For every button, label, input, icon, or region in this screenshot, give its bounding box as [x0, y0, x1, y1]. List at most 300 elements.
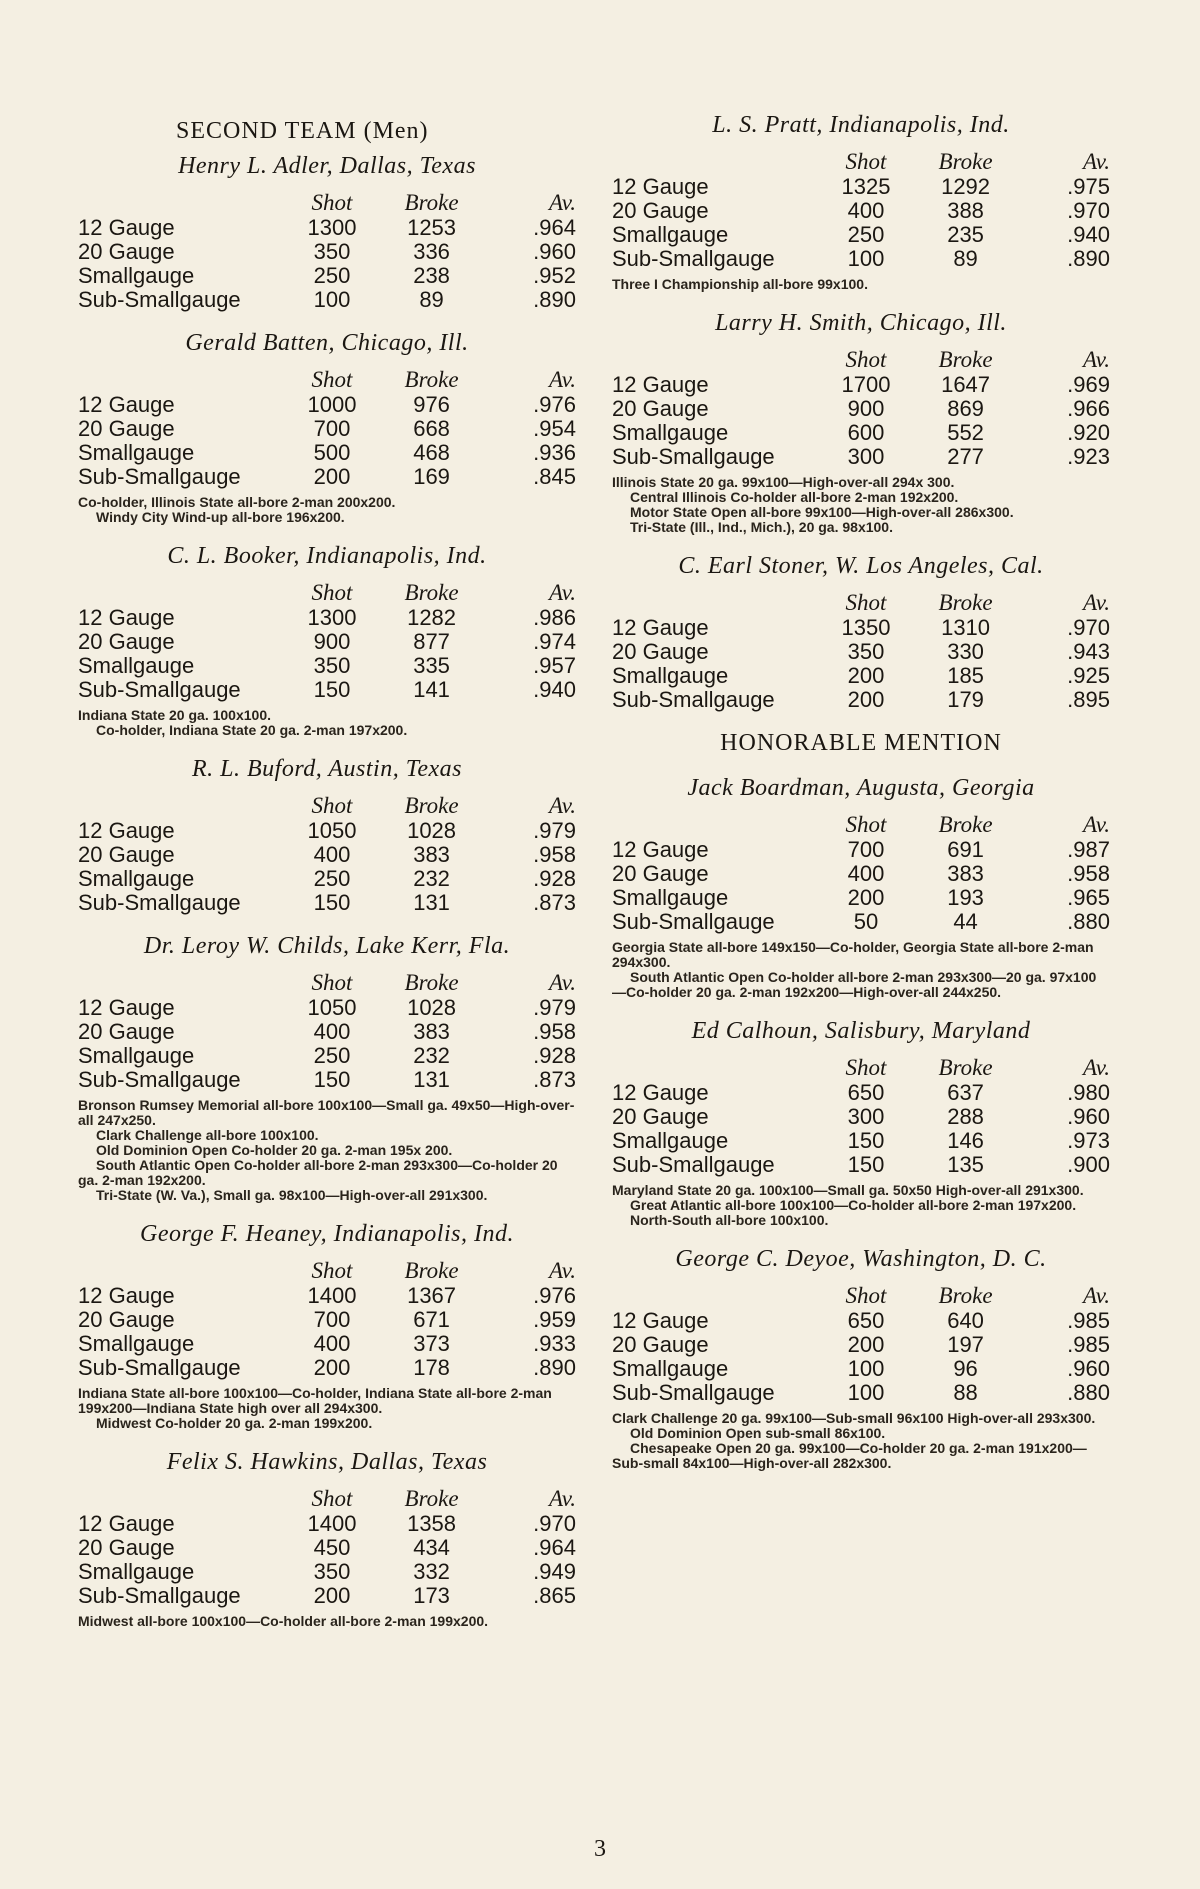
shot-value: 100	[847, 1380, 885, 1405]
average-column-header: Av.	[1082, 347, 1110, 372]
achievement-note: North-South all-bore 100x100.	[630, 1212, 829, 1228]
shot-value: 900	[847, 396, 885, 421]
broke-value: 640	[947, 1308, 984, 1333]
broke-value: 44	[953, 909, 978, 934]
gauge-label: Sub-Smallgauge	[78, 287, 241, 312]
shooter-name: Gerald Batten, Chicago, Ill.	[185, 330, 469, 356]
average-value: .986	[533, 605, 576, 630]
shooter-name: George F. Heaney, Indianapolis, Ind.	[140, 1221, 514, 1247]
score-row	[78, 393, 576, 417]
average-value: .925	[1067, 663, 1110, 688]
broke-value: 173	[413, 1583, 450, 1608]
broke-value: 1253	[407, 215, 457, 240]
broke-column-header: Broke	[938, 1055, 993, 1080]
average-column-header: Av.	[548, 970, 576, 995]
average-column-header: Av.	[548, 1486, 576, 1511]
average-value: .895	[1067, 687, 1110, 712]
achievement-notes	[612, 1183, 1110, 1228]
broke-value: 1028	[407, 818, 457, 843]
gauge-label: 12 Gauge	[78, 392, 175, 417]
shooter-name: Henry L. Adler, Dallas, Texas	[178, 153, 476, 179]
shot-value: 100	[847, 1356, 885, 1381]
score-row	[612, 664, 1110, 688]
achievement-note: Tri-State (W. Va.), Small ga. 98x100—High-over-all 291x300.	[96, 1187, 488, 1203]
gauge-label: Smallgauge	[78, 263, 195, 288]
gauge-label: Sub-Smallgauge	[612, 444, 775, 469]
achievement-note: Co-holder, Indiana State 20 ga. 2-man 197x200.	[96, 722, 408, 738]
average-column-header: Av.	[548, 1258, 576, 1283]
score-row	[78, 1356, 576, 1380]
gauge-label: 20 Gauge	[78, 239, 175, 264]
shot-column-header: Shot	[845, 812, 887, 837]
average-value: .923	[1067, 444, 1110, 469]
shot-value: 450	[313, 1535, 351, 1560]
shooter-block	[78, 1221, 576, 1431]
broke-column-header: Broke	[938, 1283, 993, 1308]
gauge-label: 20 Gauge	[78, 842, 175, 867]
gauge-label: 12 Gauge	[612, 1080, 709, 1105]
broke-column-header: Broke	[404, 1258, 459, 1283]
average-value: .928	[533, 1043, 576, 1068]
shot-column-header: Shot	[311, 190, 353, 215]
gauge-label: 12 Gauge	[78, 1283, 175, 1308]
average-column-header: Av.	[548, 793, 576, 818]
broke-value: 877	[413, 629, 450, 654]
header-spacer	[78, 966, 282, 996]
average-value: .976	[533, 1283, 576, 1308]
average-column-header: Av.	[1082, 1283, 1110, 1308]
broke-value: 1358	[407, 1511, 457, 1536]
achievement-notes	[78, 708, 576, 738]
broke-value: 179	[947, 687, 984, 712]
shot-value: 400	[847, 198, 885, 223]
achievement-note: Clark Challenge 20 ga. 99x100—Sub-small 96x100 High-over-all 293x300.	[612, 1410, 1096, 1426]
shooter-block	[78, 153, 576, 312]
score-row	[612, 445, 1110, 469]
broke-value: 169	[413, 464, 450, 489]
gauge-label: 20 Gauge	[612, 861, 709, 886]
score-header-row	[612, 1051, 1110, 1081]
gauge-label: 12 Gauge	[78, 215, 175, 240]
gauge-label: Sub-Smallgauge	[612, 687, 775, 712]
score-row	[612, 1105, 1110, 1129]
gauge-label: Sub-Smallgauge	[612, 909, 775, 934]
shooter-block	[78, 543, 576, 738]
achievement-notes	[78, 1386, 576, 1431]
average-value: .890	[533, 287, 576, 312]
shot-value: 150	[313, 677, 351, 702]
header-spacer	[612, 808, 816, 838]
average-column-header: Av.	[1082, 149, 1110, 174]
gauge-label: Sub-Smallgauge	[78, 464, 241, 489]
shooter-name: R. L. Buford, Austin, Texas	[192, 756, 462, 782]
shot-value: 200	[847, 687, 885, 712]
shooter-block	[612, 1246, 1110, 1471]
achievement-notes	[612, 1411, 1110, 1471]
broke-value: 336	[413, 239, 450, 264]
gauge-label: 12 Gauge	[612, 1308, 709, 1333]
average-value: .890	[1067, 246, 1110, 271]
achievement-note: Motor State Open all-bore 99x100—High-over-all 286x300.	[630, 504, 1014, 520]
header-spacer	[78, 576, 282, 606]
average-value: .960	[533, 239, 576, 264]
gauge-label: 20 Gauge	[612, 1104, 709, 1129]
score-table	[78, 576, 576, 702]
gauge-label: 12 Gauge	[612, 372, 709, 397]
header-spacer	[78, 1254, 282, 1284]
score-table	[612, 145, 1110, 271]
gauge-label: Smallgauge	[78, 440, 195, 465]
section-title-second-team: SECOND TEAM (Men)	[176, 118, 429, 144]
shot-value: 100	[847, 246, 885, 271]
shooter-name: Larry H. Smith, Chicago, Ill.	[715, 310, 1007, 336]
average-column-header: Av.	[1082, 590, 1110, 615]
shot-value: 400	[313, 1331, 351, 1356]
broke-value: 1292	[941, 174, 991, 199]
gauge-label: Smallgauge	[612, 663, 729, 688]
average-value: .933	[533, 1331, 576, 1356]
score-table	[612, 586, 1110, 712]
average-value: .976	[533, 392, 576, 417]
average-value: .970	[1067, 198, 1110, 223]
broke-value: 238	[413, 263, 450, 288]
shot-column-header: Shot	[311, 580, 353, 605]
gauge-label: Sub-Smallgauge	[78, 1583, 241, 1608]
left-column	[78, 112, 576, 1647]
broke-value: 869	[947, 396, 984, 421]
score-row	[612, 1333, 1110, 1357]
score-row	[78, 1020, 576, 1044]
broke-value: 135	[947, 1152, 984, 1177]
shot-value: 400	[313, 842, 351, 867]
shot-value: 250	[313, 263, 351, 288]
average-value: .957	[533, 653, 576, 678]
score-header-row	[78, 576, 576, 606]
score-row	[78, 264, 576, 288]
gauge-label: 20 Gauge	[78, 1019, 175, 1044]
score-row	[612, 397, 1110, 421]
shooter-name: C. L. Booker, Indianapolis, Ind.	[167, 543, 487, 569]
average-value: .943	[1067, 639, 1110, 664]
achievement-notes	[612, 940, 1110, 1000]
gauge-label: 12 Gauge	[612, 837, 709, 862]
broke-value: 232	[413, 866, 450, 891]
average-value: .959	[533, 1307, 576, 1332]
achievement-note: Midwest Co-holder 20 ga. 2-man 199x200.	[96, 1415, 373, 1431]
shot-value: 650	[847, 1080, 885, 1105]
broke-value: 668	[413, 416, 450, 441]
shot-column-header: Shot	[311, 970, 353, 995]
score-table	[78, 966, 576, 1092]
gauge-label: Smallgauge	[78, 1043, 195, 1068]
average-value: .958	[1067, 861, 1110, 886]
average-value: .900	[1067, 1152, 1110, 1177]
score-row	[612, 1309, 1110, 1333]
shot-value: 200	[847, 663, 885, 688]
achievement-notes	[612, 475, 1110, 535]
gauge-label: Smallgauge	[78, 866, 195, 891]
score-row	[612, 421, 1110, 445]
shot-value: 350	[847, 639, 885, 664]
score-table	[612, 1051, 1110, 1177]
broke-value: 383	[947, 861, 984, 886]
broke-value: 197	[947, 1332, 984, 1357]
shot-value: 400	[847, 861, 885, 886]
score-row	[612, 199, 1110, 223]
gauge-label: Sub-Smallgauge	[612, 246, 775, 271]
score-row	[78, 678, 576, 702]
shot-column-header: Shot	[845, 1055, 887, 1080]
shot-value: 1000	[307, 392, 357, 417]
broke-value: 373	[413, 1331, 450, 1356]
shot-value: 200	[313, 1583, 351, 1608]
average-value: .954	[533, 416, 576, 441]
shot-value: 500	[313, 440, 351, 465]
score-row	[612, 1153, 1110, 1177]
shot-value: 350	[313, 239, 351, 264]
header-spacer	[612, 1279, 816, 1309]
shot-value: 250	[313, 866, 351, 891]
header-spacer	[612, 1051, 816, 1081]
shooter-name: George C. Deyoe, Washington, D. C.	[675, 1246, 1047, 1272]
gauge-label: Sub-Smallgauge	[78, 1067, 241, 1092]
shooter-name: Ed Calhoun, Salisbury, Maryland	[691, 1018, 1031, 1044]
gauge-label: 20 Gauge	[612, 1332, 709, 1357]
average-value: .966	[1067, 396, 1110, 421]
achievement-note: Old Dominion Open sub-small 86x100.	[630, 1425, 886, 1441]
score-table	[612, 1279, 1110, 1405]
average-value: .979	[533, 818, 576, 843]
broke-value: 89	[953, 246, 978, 271]
average-value: .987	[1067, 837, 1110, 862]
score-row	[78, 1044, 576, 1068]
shot-column-header: Shot	[845, 149, 887, 174]
score-table	[612, 808, 1110, 934]
broke-value: 193	[947, 885, 984, 910]
shooter-name: C. Earl Stoner, W. Los Angeles, Cal.	[678, 553, 1044, 579]
score-header-row	[612, 343, 1110, 373]
header-spacer	[612, 586, 816, 616]
broke-value: 277	[947, 444, 984, 469]
gauge-label: Smallgauge	[612, 1356, 729, 1381]
shot-value: 200	[313, 464, 351, 489]
score-row	[612, 862, 1110, 886]
broke-value: 235	[947, 222, 984, 247]
shot-value: 1325	[841, 174, 891, 199]
gauge-label: Sub-Smallgauge	[78, 677, 241, 702]
score-table	[78, 186, 576, 312]
average-value: .974	[533, 629, 576, 654]
achievement-note: Chesapeake Open 20 ga. 99x100—Co-holder 20 ga. 2-man 191x200—Sub-small 84x100—High-over-all 282x300.	[612, 1440, 1087, 1471]
broke-value: 552	[947, 420, 984, 445]
score-row	[78, 654, 576, 678]
gauge-label: 20 Gauge	[78, 1307, 175, 1332]
score-row	[78, 1560, 576, 1584]
broke-value: 976	[413, 392, 450, 417]
broke-value: 383	[413, 1019, 450, 1044]
shot-value: 400	[313, 1019, 351, 1044]
average-value: .970	[533, 1511, 576, 1536]
shot-value: 700	[313, 416, 351, 441]
average-value: .940	[1067, 222, 1110, 247]
achievement-note: Maryland State 20 ga. 100x100—Small ga. 50x50 High-over-all 291x300.	[612, 1182, 1084, 1198]
broke-value: 388	[947, 198, 984, 223]
score-row	[78, 891, 576, 915]
achievement-note: Bronson Rumsey Memorial all-bore 100x100—Small ga. 49x50—High-over-all 247x250.	[78, 1097, 575, 1128]
honorable-mention-list	[612, 775, 1110, 1471]
score-row	[612, 886, 1110, 910]
gauge-label: 12 Gauge	[612, 615, 709, 640]
shot-column-header: Shot	[311, 367, 353, 392]
score-row	[78, 417, 576, 441]
achievement-note: Indiana State all-bore 100x100—Co-holder, Indiana State all-bore 2-man 199x200—Indiana State high over all 294x300.	[78, 1385, 552, 1416]
score-row	[78, 216, 576, 240]
average-value: .873	[533, 1067, 576, 1092]
score-row	[78, 1536, 576, 1560]
score-row	[78, 1332, 576, 1356]
broke-value: 468	[413, 440, 450, 465]
achievement-note: Tri-State (Ill., Ind., Mich.), 20 ga. 98x100.	[630, 519, 893, 535]
shooter-block	[78, 1449, 576, 1629]
score-row	[78, 1284, 576, 1308]
average-value: .979	[533, 995, 576, 1020]
average-value: .880	[1067, 909, 1110, 934]
gauge-label: 20 Gauge	[612, 396, 709, 421]
header-spacer	[78, 1482, 282, 1512]
score-row	[612, 1357, 1110, 1381]
score-row	[78, 630, 576, 654]
shot-value: 650	[847, 1308, 885, 1333]
gauge-label: Smallgauge	[78, 1559, 195, 1584]
shooter-name: L. S. Pratt, Indianapolis, Ind.	[712, 112, 1010, 138]
gauge-label: Smallgauge	[78, 1331, 195, 1356]
score-header-row	[612, 808, 1110, 838]
score-row	[78, 465, 576, 489]
gauge-label: Sub-Smallgauge	[78, 1355, 241, 1380]
average-value: .965	[1067, 885, 1110, 910]
left-shooter-list	[78, 153, 576, 1629]
shot-column-header: Shot	[311, 1486, 353, 1511]
shot-value: 300	[847, 444, 885, 469]
header-spacer	[78, 363, 282, 393]
shooter-block	[612, 1018, 1110, 1228]
shot-value: 150	[847, 1152, 885, 1177]
gauge-label: 12 Gauge	[78, 995, 175, 1020]
broke-column-header: Broke	[938, 812, 993, 837]
achievement-note: Indiana State 20 ga. 100x100.	[78, 707, 271, 723]
score-row	[78, 819, 576, 843]
shot-column-header: Shot	[845, 1283, 887, 1308]
broke-value: 383	[413, 842, 450, 867]
shot-column-header: Shot	[845, 347, 887, 372]
achievement-notes	[78, 495, 576, 525]
broke-column-header: Broke	[404, 190, 459, 215]
broke-column-header: Broke	[404, 793, 459, 818]
score-row	[78, 843, 576, 867]
broke-value: 185	[947, 663, 984, 688]
shooter-name: Jack Boardman, Augusta, Georgia	[687, 775, 1035, 801]
shot-column-header: Shot	[311, 1258, 353, 1283]
achievement-note: Midwest all-bore 100x100—Co-holder all-bore 2-man 199x200.	[78, 1613, 489, 1629]
average-value: .969	[1067, 372, 1110, 397]
gauge-label: 12 Gauge	[612, 174, 709, 199]
achievement-note: Illinois State 20 ga. 99x100—High-over-all 294x 300.	[612, 474, 955, 490]
broke-value: 232	[413, 1043, 450, 1068]
shot-column-header: Shot	[311, 793, 353, 818]
average-value: .980	[1067, 1080, 1110, 1105]
score-row	[612, 838, 1110, 862]
gauge-label: Smallgauge	[612, 885, 729, 910]
score-header-row	[78, 1482, 576, 1512]
average-value: .928	[533, 866, 576, 891]
broke-value: 335	[413, 653, 450, 678]
score-table	[78, 789, 576, 915]
broke-value: 1647	[941, 372, 991, 397]
gauge-label: 20 Gauge	[612, 198, 709, 223]
shooter-name: Felix S. Hawkins, Dallas, Texas	[166, 1449, 488, 1475]
shot-value: 350	[313, 1559, 351, 1584]
score-row	[78, 1308, 576, 1332]
shot-column-header: Shot	[845, 590, 887, 615]
broke-value: 671	[413, 1307, 450, 1332]
broke-column-header: Broke	[938, 590, 993, 615]
shot-value: 250	[847, 222, 885, 247]
shot-value: 200	[847, 885, 885, 910]
broke-value: 1310	[941, 615, 991, 640]
header-spacer	[612, 343, 816, 373]
gauge-label: Smallgauge	[612, 420, 729, 445]
shot-value: 1400	[307, 1283, 357, 1308]
score-row	[78, 867, 576, 891]
broke-column-header: Broke	[404, 367, 459, 392]
shooter-block	[612, 775, 1110, 1000]
average-value: .920	[1067, 420, 1110, 445]
header-spacer	[612, 145, 816, 175]
score-row	[78, 288, 576, 312]
gauge-label: Sub-Smallgauge	[612, 1152, 775, 1177]
average-value: .985	[1067, 1308, 1110, 1333]
shooter-block	[78, 756, 576, 915]
broke-column-header: Broke	[404, 580, 459, 605]
average-value: .936	[533, 440, 576, 465]
average-value: .865	[533, 1583, 576, 1608]
average-value: .973	[1067, 1128, 1110, 1153]
shot-value: 1700	[841, 372, 891, 397]
score-row	[78, 1584, 576, 1608]
achievement-note: Old Dominion Open Co-holder 20 ga. 2-man 195x 200.	[96, 1142, 453, 1158]
broke-value: 89	[419, 287, 444, 312]
score-header-row	[612, 586, 1110, 616]
shot-value: 350	[313, 653, 351, 678]
score-row	[78, 1068, 576, 1092]
achievement-note: Windy City Wind-up all-bore 196x200.	[96, 509, 345, 525]
shot-value: 600	[847, 420, 885, 445]
average-value: .873	[533, 890, 576, 915]
achievement-notes	[612, 277, 1110, 292]
broke-value: 332	[413, 1559, 450, 1584]
gauge-label: 12 Gauge	[78, 1511, 175, 1536]
gauge-label: 12 Gauge	[78, 605, 175, 630]
broke-value: 146	[947, 1128, 984, 1153]
score-row	[612, 223, 1110, 247]
score-row	[612, 247, 1110, 271]
average-value: .975	[1067, 174, 1110, 199]
gauge-label: 20 Gauge	[612, 639, 709, 664]
gauge-label: Smallgauge	[78, 653, 195, 678]
broke-value: 178	[413, 1355, 450, 1380]
average-column-header: Av.	[548, 580, 576, 605]
broke-value: 1282	[407, 605, 457, 630]
